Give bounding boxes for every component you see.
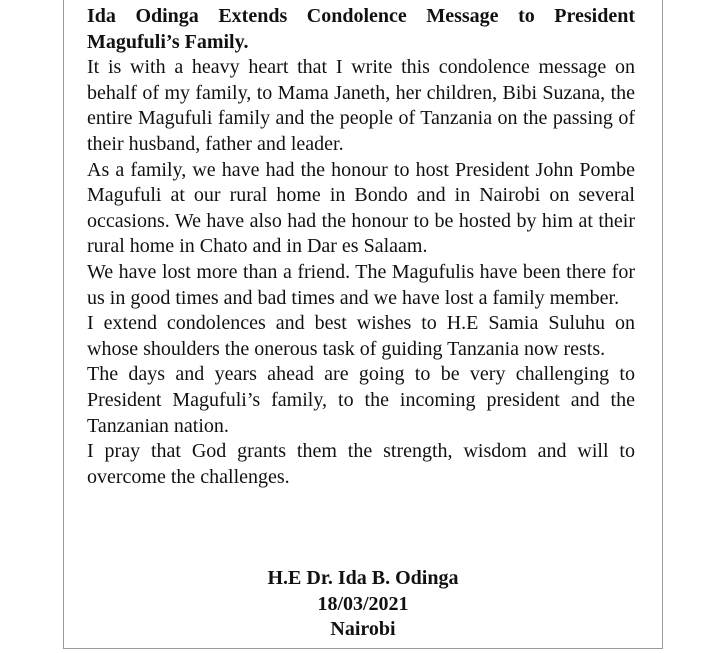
paragraph-best-wishes: I extend condolences and best wishes to H.E Samia Suluhu on whose shoulders the onerous task of guiding Tanzania now rests. [87, 312, 635, 360]
letter-body [87, 4, 635, 490]
signatory-name: H.E Dr. Ida B. Odinga [267, 567, 459, 589]
paragraph-prayer: I pray that God grants them the strength, wisdom and will to overcome the challenges. [87, 440, 635, 488]
letter-title: Ida Odinga Extends Condolence Message to President Magufuli’s Family. [87, 5, 635, 53]
paragraph-condolence: It is with a heavy heart that I write this condolence message on behalf of my family, to Mama Janeth, her children, Bibi Suzana, the entire Magufuli family and the people of Tanzania on the passing of their husband, father and leader. [87, 56, 635, 155]
paragraph-loss: We have lost more than a friend. The Magufulis have been there for us in good times and bad times and we have lost a family member. [87, 260, 635, 309]
paragraph-challenges: The days and years ahead are going to be very challenging to President Magufuli’s family, to the incoming president and the Tanzanian nation. [87, 363, 635, 437]
signature-block [63, 566, 663, 643]
paragraph-hosting: As a family, we have had the honour to host President John Pombe Magufuli at our rural home in Bondo and in Nairobi on several occasions. We have also had the honour to be hosted by him at their rural home in Chato and in Dar es Salaam. [87, 158, 635, 258]
signature-place: Nairobi [330, 618, 396, 641]
signature-date: 18/03/2021 [317, 592, 409, 615]
